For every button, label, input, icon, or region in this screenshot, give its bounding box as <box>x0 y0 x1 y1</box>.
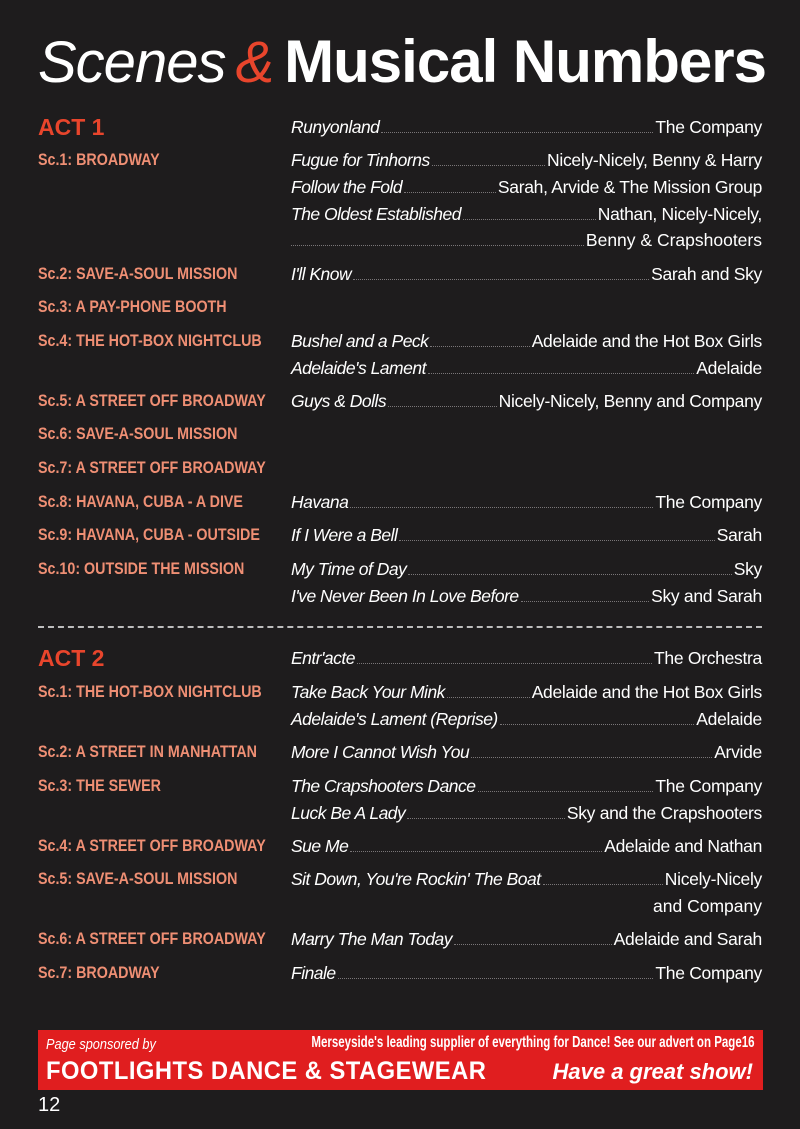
dot-leader <box>521 601 649 602</box>
song-row <box>291 328 762 354</box>
song-row <box>291 355 762 381</box>
song-row <box>291 773 762 799</box>
song-row-continuation <box>291 893 762 919</box>
song-name: I've Never Been In Love Before <box>291 586 519 606</box>
song-performers: Arvide <box>714 742 762 762</box>
song-row <box>291 926 762 952</box>
song-row <box>291 261 762 287</box>
act1-scene-6: Sc.6: SAVE-A-SOUL MISSION <box>38 424 238 443</box>
title-ampersand: & <box>235 30 275 95</box>
song-name: Adelaide's Lament <box>291 358 426 378</box>
song-performers: Adelaide <box>696 358 762 378</box>
dot-leader <box>404 192 496 193</box>
song-name: The Oldest Established <box>291 204 461 224</box>
song-performers: Sarah <box>716 525 762 545</box>
dot-leader <box>357 663 652 664</box>
act1-scene-5: Sc.5: A STREET OFF BROADWAY <box>38 391 266 410</box>
song-name: Sue Me <box>291 836 349 856</box>
song-performers: The Company <box>655 117 762 137</box>
dot-leader <box>478 791 654 792</box>
song-name: If I Were a Bell <box>291 525 398 545</box>
dot-leader <box>471 757 712 758</box>
song-performers: The Company <box>655 776 762 796</box>
song-performers: Sarah, Arvide & The Mission Group <box>497 177 762 197</box>
song-performers: The Company <box>655 963 762 983</box>
song-name: I'll Know <box>291 264 352 284</box>
act1-scene-1: Sc.1: BROADWAY <box>38 150 160 169</box>
song-performers: Sky and the Crapshooters <box>566 803 762 823</box>
song-row <box>291 679 762 705</box>
act1-scene-3: Sc.3: A PAY-PHONE BOOTH <box>38 297 227 316</box>
song-performers: Sky <box>733 559 762 579</box>
act1-scene-7: Sc.7: A STREET OFF BROADWAY <box>38 458 266 477</box>
dot-leader <box>432 165 545 166</box>
song-name: Guys & Dolls <box>291 391 387 411</box>
song-row <box>291 706 762 732</box>
sponsored-by-label: Page sponsored by <box>46 1036 156 1053</box>
dot-leader <box>447 697 530 698</box>
song-name: Runyonland <box>291 117 380 137</box>
song-performers: Sarah and Sky <box>651 264 762 284</box>
dot-leader <box>500 724 695 725</box>
song-name: Follow the Fold <box>291 177 403 197</box>
act1-scene-4: Sc.4: THE HOT-BOX NIGHTCLUB <box>38 331 262 350</box>
song-name: Sit Down, You're Rockin' The Boat <box>291 869 541 889</box>
act2-scene-3: Sc.3: THE SEWER <box>38 776 161 795</box>
act2-scene-1: Sc.1: THE HOT-BOX NIGHTCLUB <box>38 682 262 701</box>
act1-scene-8: Sc.8: HAVANA, CUBA - A DIVE <box>38 492 243 511</box>
song-name: Take Back Your Mink <box>291 682 445 702</box>
act2-scene-2: Sc.2: A STREET IN MANHATTAN <box>38 742 257 761</box>
song-row <box>291 147 762 173</box>
act2-scene-4: Sc.4: A STREET OFF BROADWAY <box>38 836 266 855</box>
song-row <box>291 522 762 548</box>
song-name: More I Cannot Wish You <box>291 742 470 762</box>
song-performers: Adelaide and Sarah <box>613 929 762 949</box>
page-title <box>38 22 768 102</box>
act-divider <box>38 626 762 628</box>
song-performers: The Company <box>655 492 762 512</box>
dot-leader <box>353 279 649 280</box>
song-row <box>291 960 762 986</box>
title-musical-numbers: Musical Numbers <box>284 28 766 95</box>
dot-leader <box>407 818 565 819</box>
song-performers: Nathan, Nicely-Nicely, <box>597 204 762 224</box>
act2-scene-7: Sc.7: BROADWAY <box>38 963 160 982</box>
song-row <box>291 800 762 826</box>
song-performers: Nicely-Nicely <box>664 869 762 889</box>
dot-leader <box>428 373 694 374</box>
sponsor-banner <box>38 1030 763 1090</box>
song-row <box>291 739 762 765</box>
act2-scene-5: Sc.5: SAVE-A-SOUL MISSION <box>38 869 238 888</box>
dot-leader <box>291 245 584 246</box>
song-row <box>291 866 762 892</box>
dot-leader <box>543 884 663 885</box>
song-performers: Nicely-Nicely, Benny & Harry <box>547 150 762 170</box>
dot-leader <box>454 944 612 945</box>
song-name: The Crapshooters Dance <box>291 776 476 796</box>
song-row <box>291 833 762 859</box>
song-name: Fugue for Tinhorns <box>291 150 430 170</box>
song-performers: and Company <box>653 896 762 916</box>
song-row <box>291 388 762 414</box>
sponsor-name: FOOTLIGHTS DANCE & STAGEWEAR <box>46 1057 487 1085</box>
act1-scene-2: Sc.2: SAVE-A-SOUL MISSION <box>38 264 238 283</box>
song-name: Marry The Man Today <box>291 929 453 949</box>
song-performers: Sky and Sarah <box>651 586 762 606</box>
song-row <box>291 556 762 582</box>
page-number: 12 <box>38 1094 61 1116</box>
song-performers: Adelaide <box>696 709 762 729</box>
song-name: Adelaide's Lament (Reprise) <box>291 709 498 729</box>
dot-leader <box>463 219 596 220</box>
song-performers: Nicely-Nicely, Benny and Company <box>498 391 762 411</box>
song-performers: Adelaide and the Hot Box Girls <box>531 682 762 702</box>
act-2-label: ACT 2 <box>38 645 105 671</box>
dot-leader <box>381 132 653 133</box>
dot-leader <box>350 507 653 508</box>
song-performers: Adelaide and the Hot Box Girls <box>531 331 762 351</box>
dot-leader <box>350 851 602 852</box>
act2-scene-6: Sc.6: A STREET OFF BROADWAY <box>38 929 266 948</box>
dot-leader <box>338 978 654 979</box>
dot-leader <box>388 406 496 407</box>
sponsor-tagline: Merseyside's leading supplier of everything for Dance! See our advert on Page16 <box>311 1034 755 1051</box>
song-row <box>291 583 762 609</box>
dot-leader <box>399 540 714 541</box>
song-name: Luck Be A Lady <box>291 803 406 823</box>
song-name: Bushel and a Peck <box>291 331 429 351</box>
song-name: Entr'acte <box>291 648 356 668</box>
song-row-continuation <box>291 227 762 253</box>
song-name: My Time of Day <box>291 559 407 579</box>
song-name: Havana <box>291 492 349 512</box>
song-row <box>291 201 762 227</box>
act1-scene-9: Sc.9: HAVANA, CUBA - OUTSIDE <box>38 525 260 544</box>
song-row <box>291 489 762 515</box>
dot-leader <box>408 574 731 575</box>
song-row <box>291 645 762 671</box>
song-performers: Benny & Crapshooters <box>585 230 762 250</box>
dot-leader <box>430 346 529 347</box>
song-name: Finale <box>291 963 336 983</box>
song-row <box>291 174 762 200</box>
act1-scene-10: Sc.10: OUTSIDE THE MISSION <box>38 559 245 578</box>
song-row <box>291 114 762 140</box>
act-1-label: ACT 1 <box>38 114 105 140</box>
sponsor-slogan: Have a great show! <box>552 1059 753 1084</box>
song-performers: The Orchestra <box>654 648 762 668</box>
title-scenes: Scenes <box>38 30 226 95</box>
song-performers: Adelaide and Nathan <box>604 836 762 856</box>
